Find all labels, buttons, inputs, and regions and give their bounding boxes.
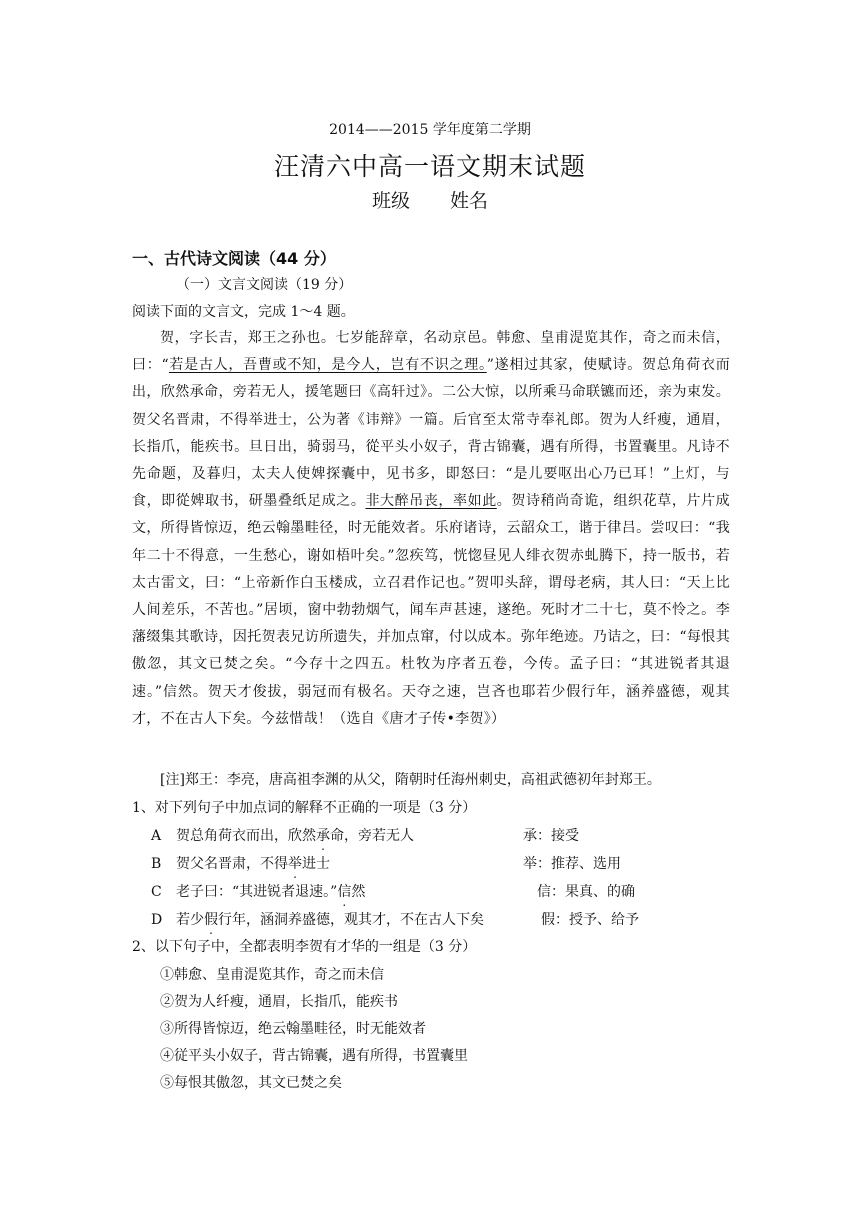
exam-title: 汪清六中高一语文期末试题 bbox=[273, 152, 586, 181]
question-1-option-a: A 贺总角荷衣而出，欣然承命，旁若无人 bbox=[151, 828, 414, 844]
question-1-answer-b: 举：推荐、选用 bbox=[523, 856, 621, 872]
question-1-option-b: B 贺父名晋肃，不得举进士 bbox=[151, 856, 330, 872]
question-2-item: ⑤每恨其傲忽，其文已焚之矣 bbox=[160, 1075, 342, 1091]
class-label: 班级 bbox=[371, 190, 410, 212]
reading-instruction: 阅读下面的文言文，完成 1～4 题。 bbox=[132, 304, 355, 320]
school-year: 2014——2015 学年度第二学期 bbox=[329, 122, 531, 138]
student-info-line bbox=[0, 186, 860, 213]
question-2-item: ①韩愈、皇甫湜览其作，奇之而未信 bbox=[160, 967, 384, 983]
question-2-item: ④従平头小奴子，背古锦囊，遇有所得，书置囊里 bbox=[160, 1048, 468, 1064]
question-1-option-d: D 若少假行年，涵洞养盛德，观其才，不在古人下矣 bbox=[151, 912, 484, 928]
question-1-answer-c: 信：果真、的确 bbox=[537, 884, 635, 900]
underlined-sentence-2: 非大醉吊丧，率如此 bbox=[365, 493, 497, 510]
question-1-answer-d: 假：授予、给予 bbox=[541, 912, 639, 928]
section-heading: 一、古代诗文阅读（44 分） bbox=[132, 249, 336, 268]
question-2-item: ③所得皆惊迈，绝云翰墨畦径，时无能效者 bbox=[160, 1021, 426, 1037]
classical-passage bbox=[132, 325, 730, 733]
question-1-stem: 1、对下列句子中加点词的解释不正确的一项是（3 分） bbox=[132, 800, 477, 816]
passage-text-3: 。贺诗稍尚奇诡，组织花草，片片成文，所得皆惊迈，绝云翰墨畦径，时无能效者。乐府诸诗，云韶众工，谐于律吕。尝叹曰：“我年二十不得意，一生愁心，谢如梧叶矣。”忽疾笃，恍惚昼见人绯衣贺赤虬腾下，持一版书，若太古雷文，曰：“上帝新作白玉楼成，立召君作记也。”贺叩头辞，谓母老病，其人曰：“天上比人间差乐，不苦也。”居顷，窗中勃勃烟气，闻车声甚速，遂绝。死时才二十七，莫不怜之。李藩缀集其歌诗，因托贺表兄访所遗失，并加点窜，付以成本。弥年绝迹。乃诘之，曰：“每恨其傲忽，其文已焚之矣。“今存十之四五。杜牧为序者五卷，今传。孟子曰：“其进锐者其退速。”信然。贺天才俊拔，弱冠而有极名。天夺之速，岂吝也耶若少假行年，涵养盛德，观其才，不在古人下矣。今兹惜哉！（选自《唐才子传•李贺》） bbox=[132, 493, 730, 727]
question-1-option-c: C 老子曰：“其进锐者退速。”信然 bbox=[151, 884, 366, 900]
passage-text-1: 贺，字长吉，郑王之孙也。七岁能辞章，名动京邑。韩愈、皇甫湜览其作，奇之而未信，曰：“ bbox=[132, 330, 730, 374]
question-1-answer-a: 承：接受 bbox=[523, 828, 579, 844]
question-2-stem: 2、以下句子中，全都表明李贺有才华的一组是（3 分） bbox=[132, 939, 477, 955]
name-label: 姓名 bbox=[450, 190, 489, 212]
underlined-sentence-1: 若是古人，吾曹或不知，是今人，岂有不识之理。 bbox=[168, 357, 487, 374]
passage-text-2: ”遂相过其家，使赋诗。贺总角荷衣而出，欣然承命，旁若无人，援笔题曰《高轩过》。二公大惊，以所乘马命联镳而还，亲为束发。贺父名晋肃，不得举进士，公为著《讳辩》一篇。后官至太常寺奉礼郎。贺为人纤瘦，通眉，长指爪，能疾书。旦日出，骑弱马，從平头小奴子，背古锦囊，遇有所得，书置囊里。凡诗不先命题，及暮归，太夫人使婢探囊中，见书多，即怒曰：“是儿要呕出心乃已耳！”上灯，与食，即從婢取书，研墨叠纸足成之。 bbox=[132, 357, 730, 510]
subsection-heading: （一）文言文阅读（19 分） bbox=[176, 277, 353, 293]
question-2-item: ②贺为人纤瘦，通眉，长指爪，能疾书 bbox=[160, 994, 398, 1010]
annotation-note: [注]郑王：李亮，唐高祖李渊的从父，隋朝时任海州刺史，高祖武德初年封郑王。 bbox=[160, 772, 661, 788]
